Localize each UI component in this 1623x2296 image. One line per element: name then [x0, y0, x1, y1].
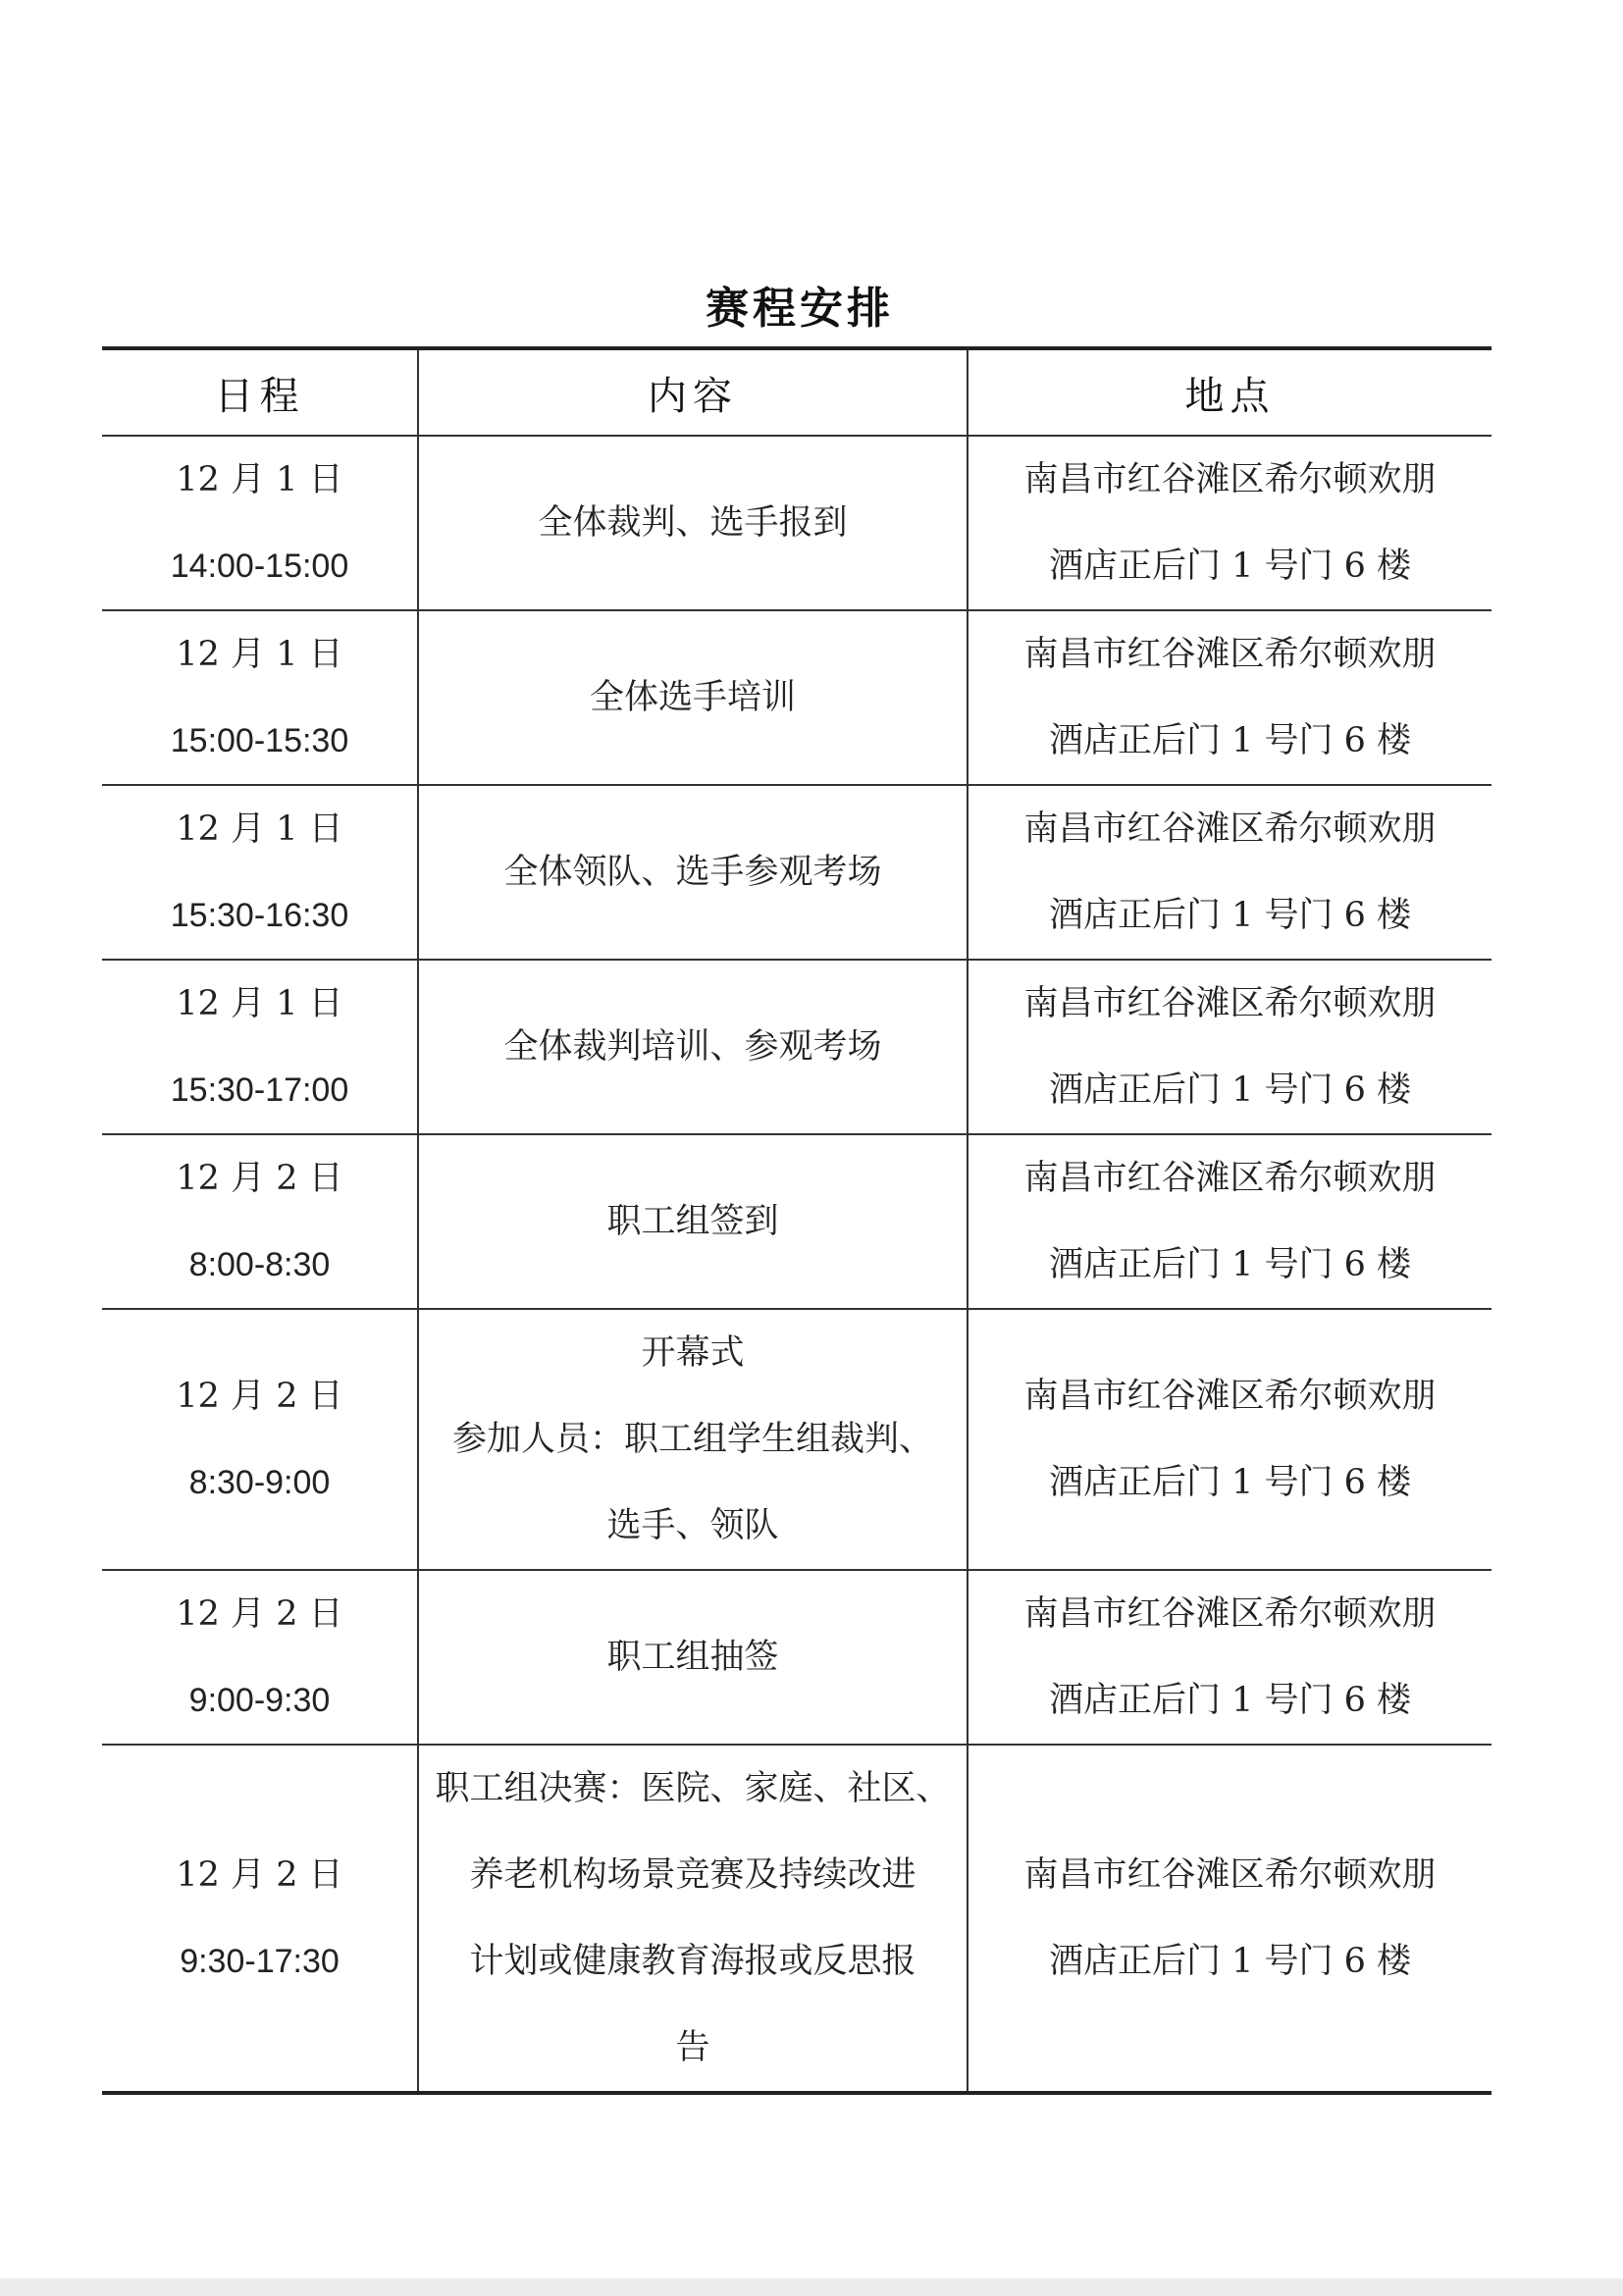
- date-text: 12 月 2 日: [176, 1377, 343, 1416]
- venue-cell: [968, 610, 1492, 785]
- date-text: 12 月 2 日: [176, 1594, 343, 1634]
- content-text: 职工组签到: [606, 1202, 779, 1241]
- content-text: 开幕式: [641, 1333, 745, 1373]
- content-cell: [418, 1745, 968, 2093]
- venue-cell: [968, 1745, 1492, 2093]
- content-text: 职工组决赛：医院、家庭、社区、: [435, 1769, 951, 1808]
- venue-text: 酒店正后门 1 号门 6 楼: [1048, 1245, 1412, 1284]
- venue-text: 酒店正后门 1 号门 6 楼: [1048, 1942, 1412, 1981]
- venue-text: 南昌市红谷滩区希尔顿欢朋: [1023, 1855, 1437, 1895]
- date-text: 12 月 1 日: [176, 460, 343, 499]
- venue-text: 南昌市红谷滩区希尔顿欢朋: [1023, 635, 1437, 674]
- date-text: 12 月 2 日: [176, 1855, 343, 1895]
- content-text: 全体裁判、选手报到: [538, 503, 848, 543]
- column-header-content: 内容: [418, 348, 968, 436]
- time-text: 15:30-16:30: [170, 897, 349, 934]
- venue-text: 南昌市红谷滩区希尔顿欢朋: [1023, 1159, 1437, 1198]
- date-cell: [102, 436, 418, 610]
- venue-text: 酒店正后门 1 号门 6 楼: [1048, 1070, 1412, 1110]
- schedule-table: [102, 346, 1492, 2095]
- table-row: [102, 1570, 1492, 1745]
- time-text: 15:30-17:00: [170, 1071, 349, 1109]
- table-row: [102, 1134, 1492, 1309]
- table-header-row: [102, 348, 1492, 436]
- venue-text: 南昌市红谷滩区希尔顿欢朋: [1023, 984, 1437, 1023]
- date-cell: [102, 960, 418, 1134]
- content-text: 职工组抽签: [606, 1638, 779, 1677]
- table-row: [102, 960, 1492, 1134]
- date-cell: [102, 785, 418, 960]
- content-text: 选手、领队: [606, 1506, 779, 1545]
- table-row: [102, 1745, 1492, 2093]
- venue-text: 酒店正后门 1 号门 6 楼: [1048, 721, 1412, 760]
- venue-cell: [968, 1570, 1492, 1745]
- venue-cell: [968, 785, 1492, 960]
- time-text: 8:30-9:00: [188, 1464, 331, 1501]
- date-text: 12 月 1 日: [176, 984, 343, 1023]
- venue-text: 南昌市红谷滩区希尔顿欢朋: [1023, 1594, 1437, 1634]
- venue-text: 酒店正后门 1 号门 6 楼: [1048, 1463, 1412, 1502]
- venue-cell: [968, 436, 1492, 610]
- time-text: 9:30-17:30: [180, 1943, 340, 1980]
- time-text: 14:00-15:00: [170, 548, 349, 585]
- venue-text: 南昌市红谷滩区希尔顿欢朋: [1023, 1377, 1437, 1416]
- venue-text: 酒店正后门 1 号门 6 楼: [1048, 896, 1412, 935]
- content-text: 全体领队、选手参观考场: [503, 853, 882, 892]
- content-cell: [418, 1134, 968, 1309]
- page-title: 赛程安排: [706, 284, 894, 334]
- venue-text: 酒店正后门 1 号门 6 楼: [1048, 547, 1412, 586]
- date-text: 12 月 1 日: [176, 635, 343, 674]
- date-cell: [102, 610, 418, 785]
- time-text: 8:00-8:30: [188, 1246, 331, 1283]
- table-row: [102, 610, 1492, 785]
- venue-cell: [968, 1309, 1492, 1570]
- column-header-venue: 地点: [968, 348, 1492, 436]
- page-bottom-edge: [0, 2278, 1623, 2296]
- content-cell: [418, 1570, 968, 1745]
- time-text: 9:00-9:30: [188, 1682, 331, 1719]
- column-header-date: 日程: [102, 348, 418, 436]
- content-cell: [418, 436, 968, 610]
- content-cell: [418, 1309, 968, 1570]
- date-text: 12 月 2 日: [176, 1159, 343, 1198]
- content-text: 全体选手培训: [589, 678, 796, 717]
- content-text: 养老机构场景竞赛及持续改进: [469, 1855, 916, 1895]
- table-row: [102, 785, 1492, 960]
- table-row: [102, 1309, 1492, 1570]
- date-cell: [102, 1570, 418, 1745]
- content-cell: [418, 610, 968, 785]
- date-text: 12 月 1 日: [176, 809, 343, 849]
- content-text: 告: [675, 2028, 710, 2067]
- venue-cell: [968, 1134, 1492, 1309]
- venue-text: 南昌市红谷滩区希尔顿欢朋: [1023, 809, 1437, 849]
- content-cell: [418, 785, 968, 960]
- date-cell: [102, 1134, 418, 1309]
- venue-text: 南昌市红谷滩区希尔顿欢朋: [1023, 460, 1437, 499]
- venue-cell: [968, 960, 1492, 1134]
- date-cell: [102, 1745, 418, 2093]
- content-text: 全体裁判培训、参观考场: [503, 1027, 882, 1067]
- time-text: 15:00-15:30: [170, 722, 349, 759]
- content-cell: [418, 960, 968, 1134]
- table-row: [102, 436, 1492, 610]
- content-text: 计划或健康教育海报或反思报: [469, 1942, 916, 1981]
- date-cell: [102, 1309, 418, 1570]
- venue-text: 酒店正后门 1 号门 6 楼: [1048, 1681, 1412, 1720]
- content-text: 参加人员：职工组学生组裁判、: [451, 1420, 933, 1459]
